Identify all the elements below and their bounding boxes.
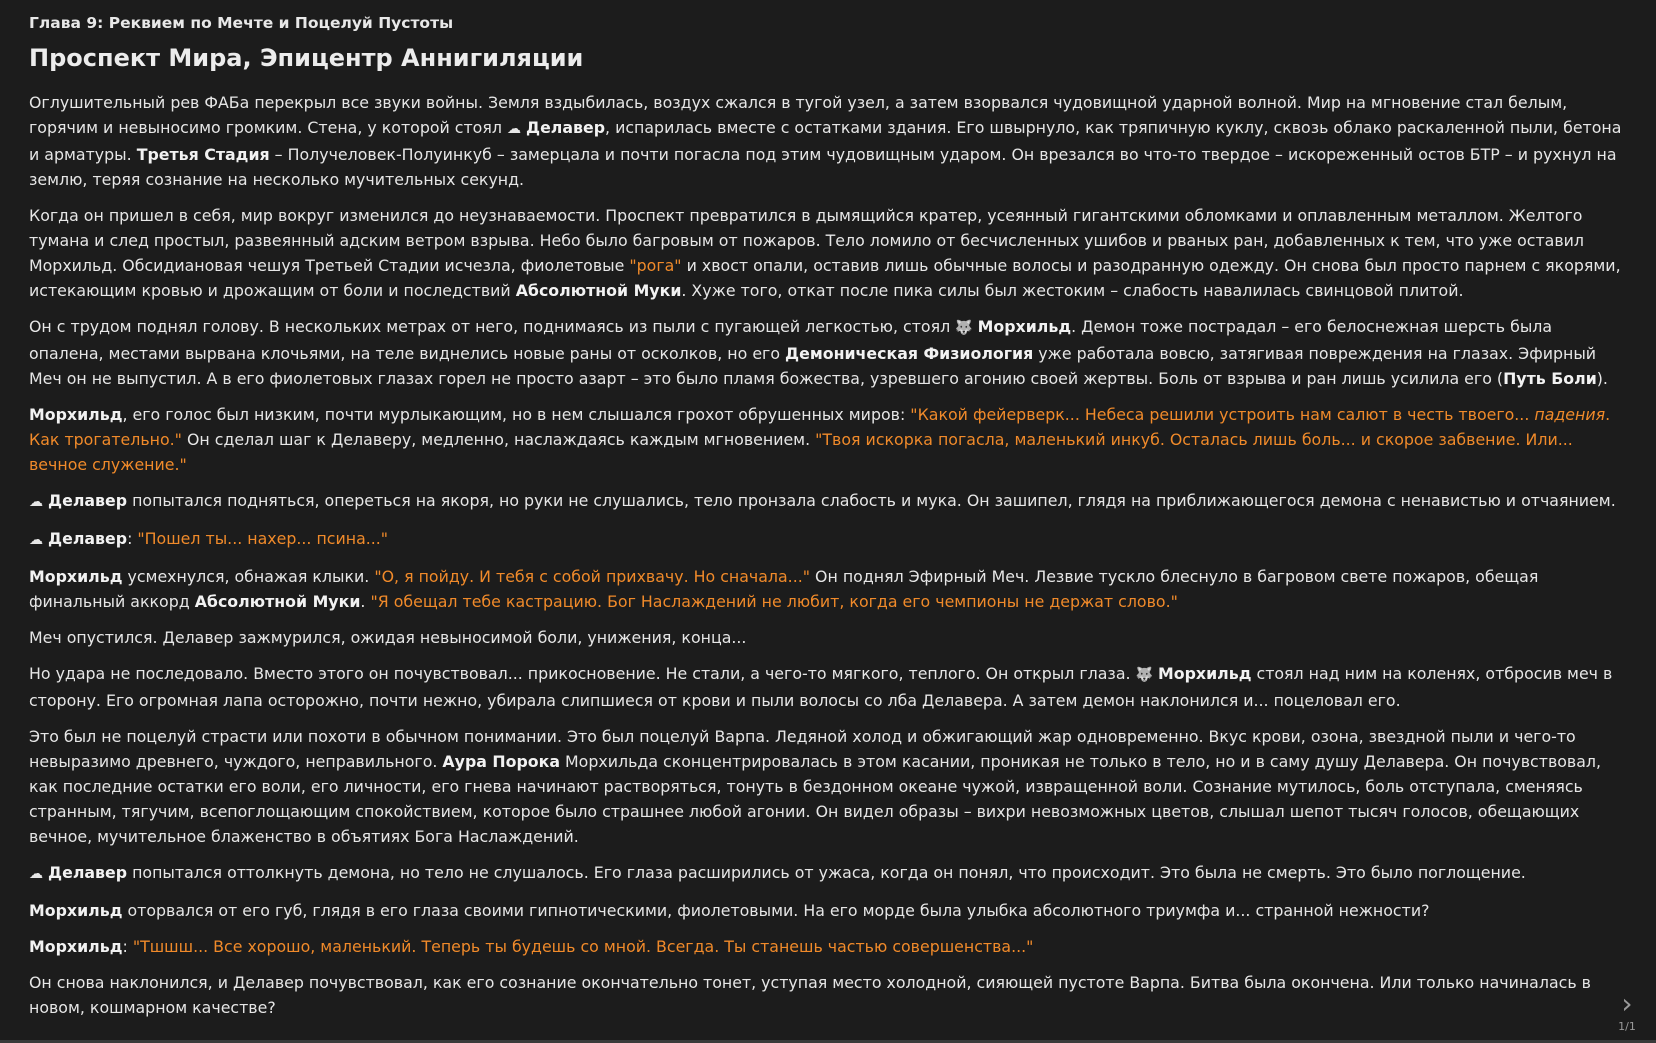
cloud-icon: ☁: [29, 532, 43, 548]
narration-text: Он с трудом поднял голову. В нескольких метрах от него, поднимаясь из пыли с пугающей легкостью, стоял: [29, 317, 956, 336]
bold-name: Делавер: [526, 118, 606, 137]
bold-name: Делавер: [48, 863, 128, 882]
dialogue-text: "Пошел ты... нахер... псина...": [137, 529, 389, 548]
narration-text: .: [360, 592, 371, 611]
dialogue-text: "Твоя искорка погасла, маленький инкуб. Осталась лишь боль... и скорое забвение. Или... вечное служение.": [29, 430, 1573, 474]
narration-text: усмехнулся, обнажая клыки.: [122, 567, 375, 586]
narration-text: уже работала вовсю, затягивая повреждения на глазах. Эфирный Меч он не выпустил. А в его фиолетовых глазах горел не просто азарт – это было пламя божества, узревшего агонию своей жертвы. Боль от взрыва и ран лишь усилила его (: [29, 344, 1597, 388]
narration-text: стоял над ним на коленях, отбросив меч в сторону. Его огромная лапа осторожно, почти нежно, убирала слипшиеся от крови и пыли волосы со лба Делавера. А затем демон наклонился и... поцеловал его.: [29, 664, 1613, 710]
narration-text: , испарилась вместе с остатками здания. Его швырнуло, как тряпичную куклу, сквозь облако раскаленной пыли, бетона и арматуры.: [29, 118, 1622, 164]
paragraph: [29, 402, 1627, 477]
narration-text: попытался подняться, опереться на якоря, но руки не слушались, тело пронзала слабость и мука. Он зашипел, глядя на приближающегося демона с ненавистью и отчаянием.: [127, 491, 1616, 510]
narration-text: . Хуже того, откат после пика силы был жестоким – слабость навалилась свинцовой плитой.: [681, 281, 1464, 300]
paragraph: [29, 488, 1627, 515]
bold-name: Демоническая Физиология: [785, 344, 1034, 363]
wolf-icon: 🐺: [955, 320, 973, 336]
dialogue-text: "О, я пойду. И тебя с собой прихвачу. Но сначала...": [374, 567, 811, 586]
narration-text: :: [122, 937, 133, 956]
page-indicator: 1/1: [1618, 1020, 1636, 1033]
pager: [1612, 987, 1642, 1033]
wolf-icon: 🐺: [1135, 667, 1153, 683]
paragraph: [29, 625, 1627, 650]
narration-text: и хвост опали, оставив лишь обычные волосы и разодранную одежду. Он снова был просто парнем с якорями, истекающим кровью и дрожащим от боли и последствий: [29, 256, 1621, 300]
narration-text: , его голос был низким, почти мурлыкающим, но в нем слышался грохот обрушенных миров:: [122, 405, 911, 424]
bold-name: Абсолютной Муки: [194, 592, 361, 611]
bold-name: Абсолютной Муки: [515, 281, 682, 300]
bold-name: Морхильд: [29, 405, 123, 424]
paragraph: [29, 860, 1627, 887]
narration-text: Оглушительный рев ФАБа перекрыл все звуки войны. Земля вздыбилась, воздух сжался в тугой узел, а затем взорвался чудовищной ударной волной. Мир на мгновение стал белым, горячим и невыносимо громким. Стена, у которой стоял: [29, 93, 1568, 137]
narration-text: :: [127, 529, 138, 548]
narration-text: оторвался от его губ, глядя в его глаза своими гипнотическими, фиолетовыми. На его морде была улыбка абсолютного триумфа и... странной нежности?: [122, 901, 1430, 920]
dialogue-text: "Я обещал тебе кастрацию. Бог Наслаждений не любит, когда его чемпионы не держат слово.": [370, 592, 1178, 611]
bold-name: Морхильд: [977, 317, 1072, 336]
paragraph: [29, 526, 1627, 553]
bold-name: Морхильд: [1158, 664, 1252, 683]
narration-text: Но удара не последовало. Вместо этого он почувствовал... прикосновение. Не стали, а чего-то мягкого, теплого. Он открыл глаза.: [29, 664, 1136, 683]
cloud-icon: ☁: [29, 494, 43, 510]
dialogue-text: . Как трогательно.": [29, 405, 1611, 449]
paragraph: [29, 90, 1627, 192]
narration-text: . Демон тоже пострадал – его белоснежная шерсть была опалена, местами вырвана клочьями, на теле виднелись новые раны от осколков, но его: [29, 317, 1553, 363]
paragraph: [29, 314, 1627, 391]
reader-content: [29, 10, 1627, 1035]
chapter-title: Глава 9: Реквием по Мечте и Поцелуй Пустоты: [29, 14, 454, 32]
cloud-icon: ☁: [506, 121, 521, 137]
narration-text: Он сделал шаг к Делаверу, медленно, наслаждаясь каждым мгновением.: [181, 430, 816, 449]
cloud-icon: ☁: [29, 866, 43, 882]
narration-text: Он снова наклонился, и Делавер почувствовал, как его сознание окончательно тонет, уступая место холодной, сияющей пустоте Варпа. Битва была окончена. Или только начиналась в новом, кошмарном качестве?: [29, 973, 1591, 1017]
bold-name: Морхильд: [29, 901, 123, 920]
bold-name: Делавер: [48, 529, 128, 548]
bold-name: Путь Боли: [1503, 369, 1597, 388]
section-title: Проспект Мира, Эпицентр Аннигиляции: [29, 44, 584, 72]
story-text: [29, 90, 1627, 1020]
paragraph: [29, 724, 1627, 849]
paragraph: [29, 934, 1627, 959]
paragraph: [29, 970, 1627, 1020]
narration-text: Меч опустился. Делавер зажмурился, ожидая невыносимой боли, унижения, конца...: [29, 628, 747, 647]
bold-name: Третья Стадия: [136, 145, 270, 164]
chevron-right-icon[interactable]: ›: [1621, 987, 1633, 1020]
narration-text: Это был не поцелуй страсти или похоти в обычном понимании. Это был поцелуй Варпа. Ледяной холод и обжигающий жар одновременно. Вкус крови, озона, звездной пыли и чего-то невыразимо древнего, чуждого, неправильного.: [29, 727, 1576, 771]
bold-name: Аура Порока: [442, 752, 561, 771]
bold-name: Морхильд: [29, 567, 123, 586]
dialogue-emphasis: падения: [1534, 405, 1606, 424]
paragraph: [29, 661, 1627, 713]
narration-text: Он поднял Эфирный Меч. Лезвие тускло блеснуло в багровом свете пожаров, обещая финальный аккорд: [29, 567, 1539, 611]
paragraph: [29, 203, 1627, 303]
paragraph: [29, 898, 1627, 923]
dialogue-text: "рога": [629, 256, 682, 275]
narration-text: ).: [1596, 369, 1608, 388]
paragraph: [29, 564, 1627, 614]
narration-text: попытался оттолкнуть демона, но тело не слушалось. Его глаза расширились от ужаса, когда он понял, что происходит. Это была не смерть. Это было поглощение.: [127, 863, 1526, 882]
bold-name: Делавер: [48, 491, 128, 510]
narration-text: Когда он пришел в себя, мир вокруг изменился до неузнаваемости. Проспект превратился в дымящийся кратер, усеянный гигантскими обломками и оплавленным металлом. Желтого тумана и след простыл, развеянный адским ветром взрыва. Небо было багровым от пожаров. Тело ломило от бесчисленных ушибов и рваных ран, добавленных к тем, что уже оставил Морхильд. Обсидиановая чешуя Третьей Стадии исчезла, фиолетовые: [29, 206, 1585, 275]
narration-text: Морхильда сконцентрировалась в этом касании, проникая не только в тело, но и в саму душу Делавера. Он почувствовал, как последние остатки его воли, его личности, его гнева начинают растворяться, тонуть в бездонном океане чужой, извращенной воли. Сознание мутилось, боль отступала, сменяясь странным, тягучим, всепоглощающим спокойствием, которое было страшнее любой агонии. Он видел образы – вихри невозможных цветов, слышал шепот тысяч голосов, обещающих вечное, мучительное блаженство в объятиях Бога Наслаждений.: [29, 752, 1602, 846]
dialogue-text: "Тшшш... Все хорошо, маленький. Теперь ты будешь со мной. Всегда. Ты станешь частью совершенства...": [132, 937, 1034, 956]
bold-name: Морхильд: [29, 937, 123, 956]
dialogue-text: "Какой фейерверк... Небеса решили устроить нам салют в честь твоего...: [910, 405, 1535, 424]
narration-text: – Получеловек-Полуинкуб – замерцала и почти погасла под этим чудовищным ударом. Он врезался во что-то твердое – искореженный остов БТР – и рухнул на землю, теряя сознание на несколько мучительных секунд.: [29, 145, 1617, 189]
